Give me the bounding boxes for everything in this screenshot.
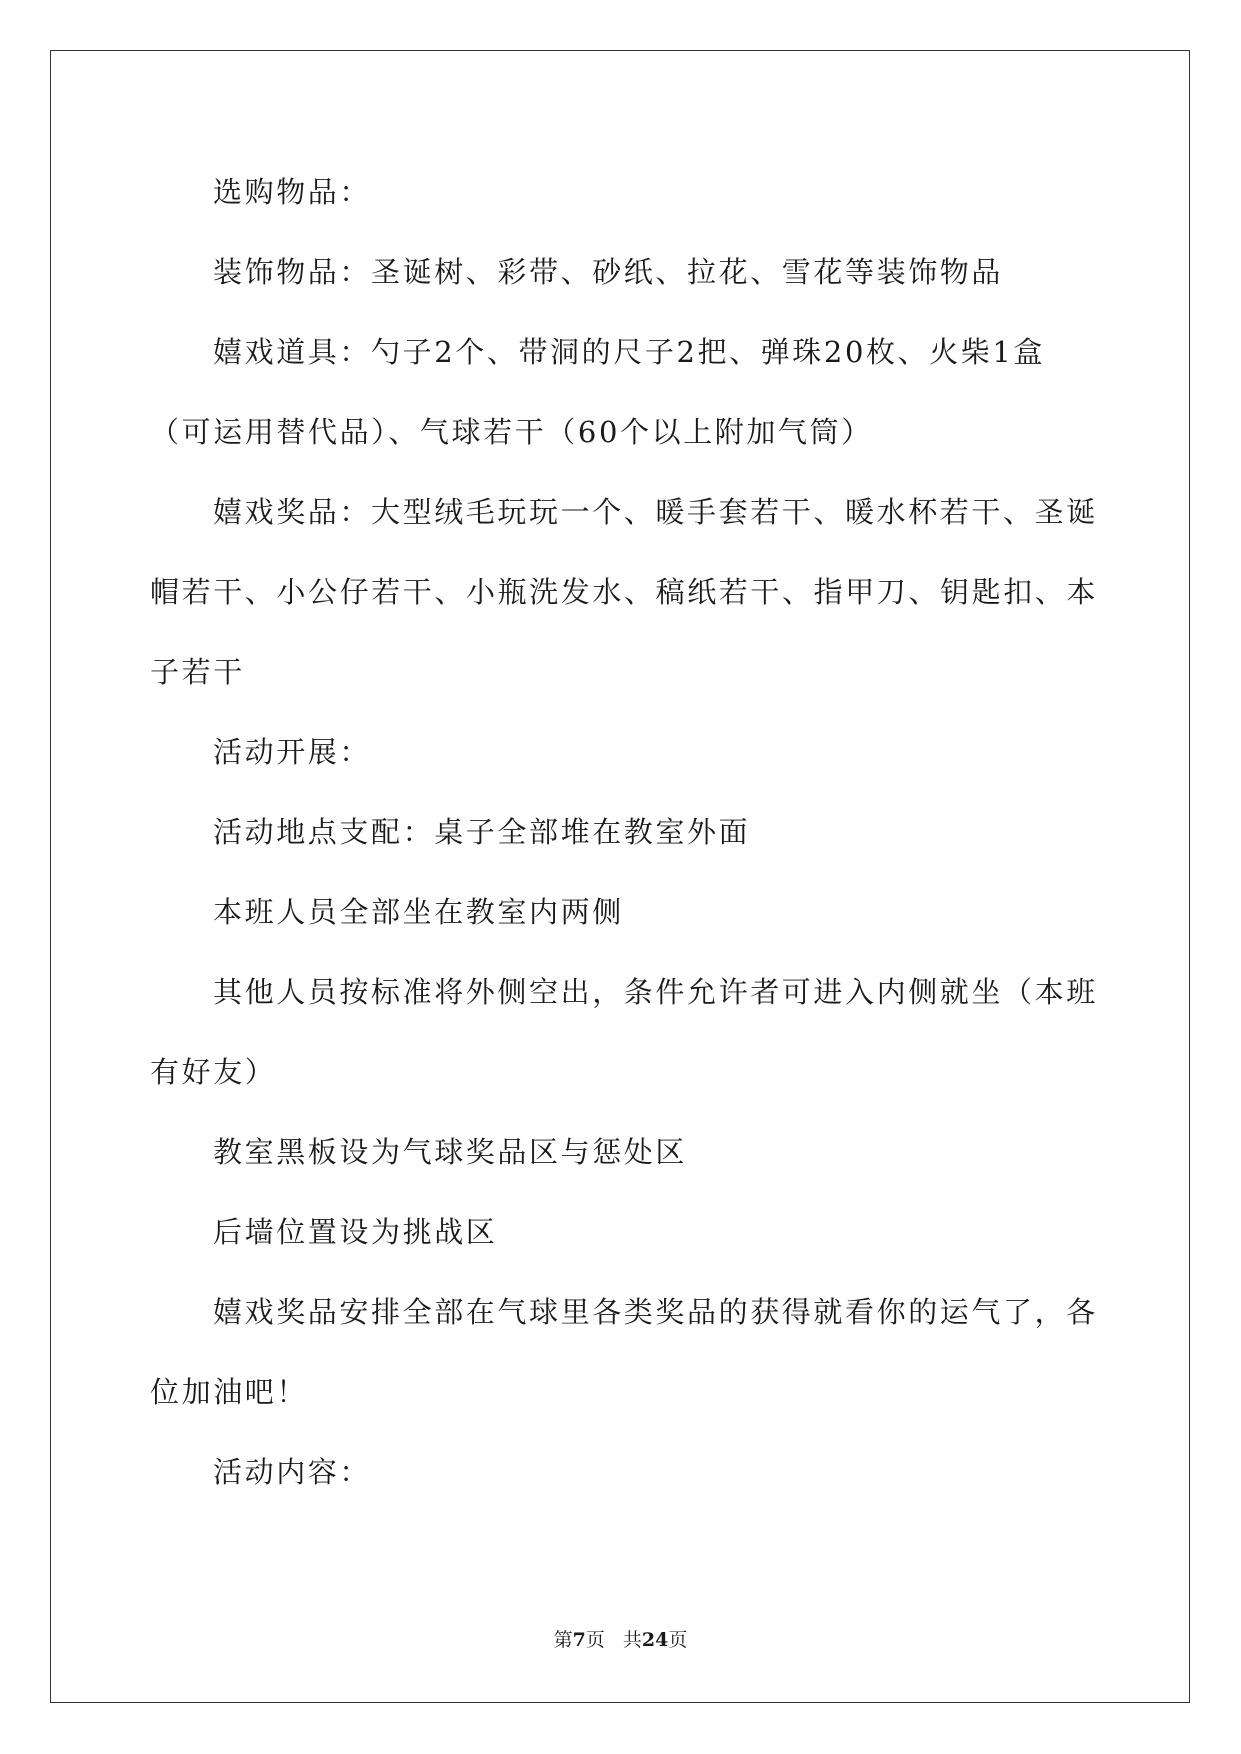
paragraph-line: 位加油吧！ — [150, 1375, 309, 1409]
paragraph-line: 子若干 — [150, 655, 245, 689]
page-suffix: 页 — [585, 1629, 605, 1651]
paragraph-line: 活动地点支配：桌子全部堆在教室外面 — [213, 815, 751, 849]
paragraph-line: 嬉戏道具：勺子2个、带洞的尺子2把、弹珠20枚、火柴1盒 — [213, 335, 1046, 369]
paragraph-line: 其他人员按标准将外侧空出，条件允许者可进入内侧就坐（本班 — [213, 975, 1098, 1009]
page-footer — [0, 1628, 1241, 1652]
paragraph-line: 活动开展： — [213, 735, 372, 769]
paragraph-line: 活动内容： — [213, 1455, 372, 1489]
total-suffix: 页 — [668, 1629, 688, 1651]
total-pages: 24 — [641, 1629, 669, 1651]
paragraph-line: 后墙位置设为挑战区 — [213, 1215, 498, 1249]
paragraph-line: 帽若干、小公仔若干、小瓶洗发水、稿纸若干、指甲刀、钥匙扣、本 — [150, 575, 1099, 609]
paragraph-line: 有好友） — [150, 1055, 277, 1089]
paragraph-line: 教室黑板设为气球奖品区与惩处区 — [213, 1135, 688, 1169]
paragraph-line: 装饰物品：圣诞树、彩带、砂纸、拉花、雪花等装饰物品 — [213, 255, 1004, 289]
total-prefix: 共 — [622, 1629, 642, 1651]
paragraph-line: （可运用替代品）、气球若干（60个以上附加气筒） — [150, 415, 873, 449]
page-number: 7 — [572, 1629, 586, 1651]
page-prefix: 第 — [553, 1629, 573, 1651]
paragraph-line: 本班人员全部坐在教室内两侧 — [213, 895, 624, 929]
paragraph-line: 选购物品： — [213, 175, 372, 209]
paragraph-line: 嬉戏奖品：大型绒毛玩玩一个、暖手套若干、暖水杯若干、圣诞 — [213, 495, 1098, 529]
paragraph-line: 嬉戏奖品安排全部在气球里各类奖品的获得就看你的运气了，各 — [213, 1295, 1098, 1329]
